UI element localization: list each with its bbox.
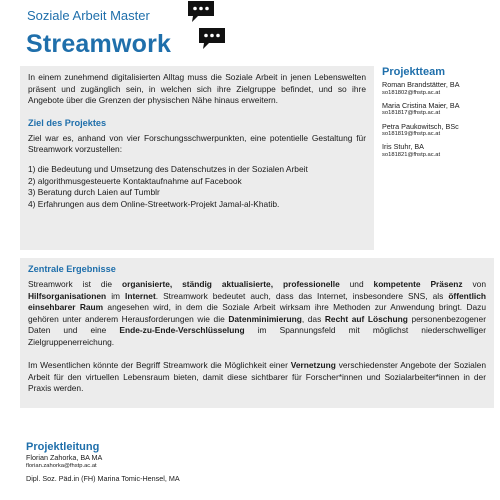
text-run: , das [301, 313, 325, 324]
team-heading: Projektteam [382, 66, 445, 78]
text-run: verschiedenster Angebote der Sozialen Arbeit für den virtuellen Lebensraum bieten, damit diese sichtbarer für Forscher*innen und Sozialarbeiter*innen in der Praxis werden. [28, 360, 486, 394]
text-run: und [339, 279, 374, 289]
goal-paragraph: Ziel war es, anhand von vier Forschungsschwerpunkten, eine potentielle Gestaltung für Streamwork vorzustellen: [28, 132, 366, 155]
lead-email: florian.zahorka@fhstp.ac.at [26, 462, 97, 469]
list-item: 4) Erfahrungen aus dem Online-Streetwork-Projekt Jamal-al-Khatib. [28, 198, 280, 209]
lead-heading: Projektleitung [26, 441, 100, 453]
text-run: im [106, 290, 126, 301]
chat-bubble-icon [198, 27, 226, 51]
team-member [382, 123, 494, 139]
member-name: Roman Brandstätter, BA [382, 80, 460, 89]
bold-text-run: öffentlich einsehbarer Raum [28, 290, 486, 313]
team-member [382, 102, 494, 118]
text-run: Streamwork ist die [28, 279, 122, 289]
team-member [382, 143, 494, 159]
program-name: Soziale Arbeit Master [27, 8, 150, 23]
bold-text-run: Internet [125, 290, 156, 301]
member-email: so181802@fhstp.ac.at [382, 89, 441, 96]
lead-name: Dipl. Soz. Päd.in (FH) Marina Tomic-Hensel, MA [26, 473, 180, 483]
bold-text-run: Ende-zu-Ende-Verschlüsselung [119, 325, 245, 336]
list-item: 3) Beratung durch Laien auf Tumblr [28, 187, 160, 198]
member-email: so181817@fhstp.ac.at [382, 110, 441, 117]
lead-name: Florian Zahorka, BA MA [26, 453, 103, 462]
bold-text-run: Hilfsorganisationen [28, 290, 107, 301]
bold-text-run: Datenminimierung [228, 313, 302, 324]
member-name: Maria Cristina Maier, BA [382, 100, 460, 110]
text-run: angesehen wird, in dem die Soziale Arbeit wirksam ihre Methoden zur Anwendung bringt. Dazu gehören unter anderem Herausforderungen wie die [28, 302, 486, 324]
bold-text-run: Recht auf Löschung [324, 313, 408, 324]
text-run: von [462, 279, 486, 289]
results-box [20, 258, 494, 408]
results-paragraph-1 [28, 279, 486, 349]
list-item: 1) die Bedeutung und Umsetzung des Datenschutzes in der Sozialen Arbeit [28, 163, 308, 174]
results-heading: Zentrale Ergebnisse [28, 264, 116, 274]
bold-text-run: organisierte, ständig aktualisierte, professionelle [121, 279, 340, 289]
list-item: 2) algorithmusgesteuerte Kontaktaufnahme auf Facebook [28, 175, 242, 186]
chat-bubble-icon [187, 0, 215, 24]
text-run: . Streamwork bedeutet auch, dass das Internet, insbesondere SNS, als [155, 290, 449, 301]
intro-paragraph: In einem zunehmend digitalisierten Alltag muss die Soziale Arbeit in jenen Lebenswelten präsent und zugänglich sein, in welchen sich ihre Zielgruppe befindet, und so ihre Angebote über die Grenzen der physischen Nähe hinaus erweitern. [28, 72, 366, 106]
page-title: Streamwork [26, 30, 172, 58]
member-email: so181819@fhstp.ac.at [382, 131, 441, 138]
goal-list [28, 164, 366, 210]
team-member [382, 81, 494, 97]
text-run: Im Wesentlichen könnte der Begriff Streamwork die Möglichkeit einer [28, 360, 291, 371]
intro-box [20, 66, 374, 250]
member-email: so181821@fhstp.ac.at [382, 151, 441, 158]
bold-text-run: Vernetzung [290, 360, 336, 371]
text-run: im Spannungsfeld mit möglichst niederschwelliger Zielgruppenerreichung. [28, 325, 486, 347]
member-name: Petra Paukowitsch, BSc [382, 121, 459, 131]
goal-heading: Ziel des Projektes [28, 117, 107, 128]
bold-text-run: kompetente Präsenz [373, 279, 463, 289]
member-name: Iris Stuhr, BA [382, 142, 424, 152]
results-paragraph-2 [28, 360, 486, 395]
project-lead [26, 441, 326, 483]
text-run: personenbezogener Daten und eine [28, 313, 486, 336]
project-team [382, 66, 494, 164]
